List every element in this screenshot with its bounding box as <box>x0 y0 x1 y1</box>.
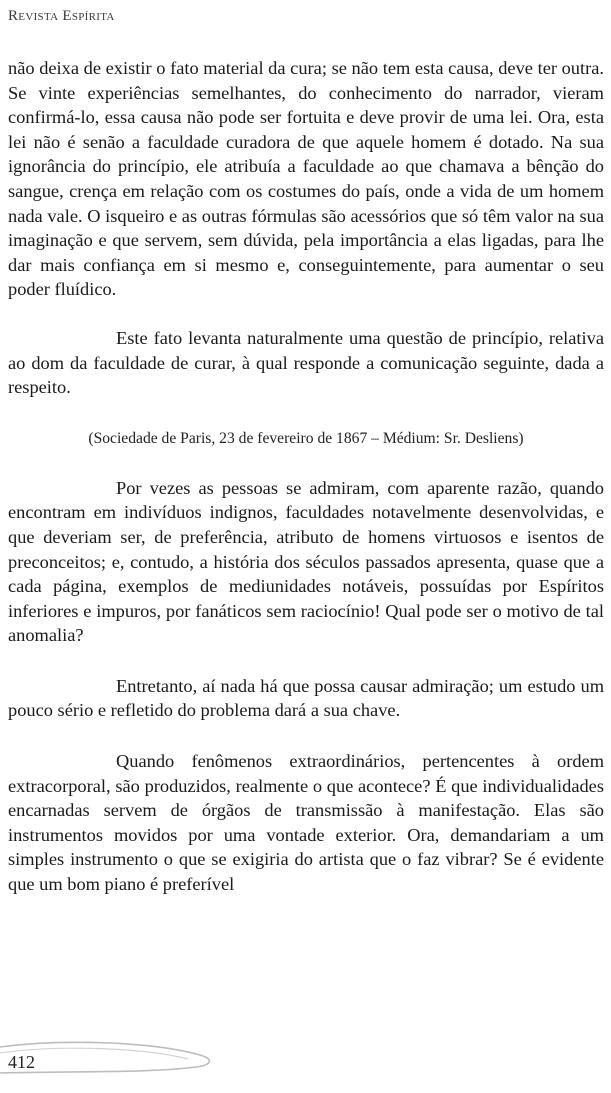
page-footer <box>0 1033 611 1093</box>
page-number: 412 <box>8 1052 35 1072</box>
paragraph-admiration: Por vezes as pessoas se admiram, com aparente razão, quando encontram em indivíduos indignos, faculdades notavelmente desenvolvidas, e que deveriam ser, de preferência, atributo de homens virtuosos e isentos de preconceitos; e, contudo, a história dos séculos passados apresenta, quase que a cada página, exemplos de mediunidades notáveis, possuídas por Espíritos inferiores e impuros, por fanáticos sem raciocínio! Qual pode ser o motivo de tal anomalia? <box>8 477 604 646</box>
paragraph-question-principle: Este fato levanta naturalmente uma questão de princípio, relativa ao dom da faculdade de curar, à qual responde a comunicação seguinte, dada a respeito. <box>8 327 604 398</box>
communication-caption: (Sociedade de Paris, 23 de fevereiro de 1867 – Médium: Sr. Desliens) <box>88 429 524 447</box>
page-content <box>8 56 604 897</box>
paragraph-instruments: Quando fenômenos extraordinários, pertencentes à ordem extracorporal, são produzidos, realmente o que acontece? É que individualidades encarnadas servem de órgãos de transmissão à manifestação. Elas são instrumentos movidos por uma vontade exterior. Ora, demandariam a um simples instrumento o que se exigiria do artista que o faz vibrar? Se é evidente que um bom piano é preferível <box>8 751 604 895</box>
running-header: Revista Espírita <box>8 8 115 24</box>
paragraph-no-wonder: Entretanto, aí nada há que possa causar admiração; um estudo um pouco sério e refletido do problema dará a sua chave. <box>8 675 604 721</box>
footer-swoosh-ornament <box>0 1033 260 1093</box>
paragraph-cure-fact: não deixa de existir o fato material da cura; se não tem esta causa, deve ter outra. Se vinte experiências semelhantes, do conhecimento do narrador, vieram confirmá-lo, essa causa não pode ser fortuita e deve provir de uma lei. Ora, esta lei não é senão a faculdade curadora de que aquele homem é dotado. Na sua ignorância do princípio, ele atribuía a faculdade ao que chamava a bênção do sangue, crença em relação com os costumes do país, onde a vida de um homem nada vale. O isqueiro e as outras fórmulas são acessórios que só têm valor na sua imaginação e que servem, sem dúvida, pela importância a elas ligadas, para lhe dar mais confiança em si mesmo e, conseguintemente, para aumentar o seu poder fluídico. <box>8 58 604 300</box>
